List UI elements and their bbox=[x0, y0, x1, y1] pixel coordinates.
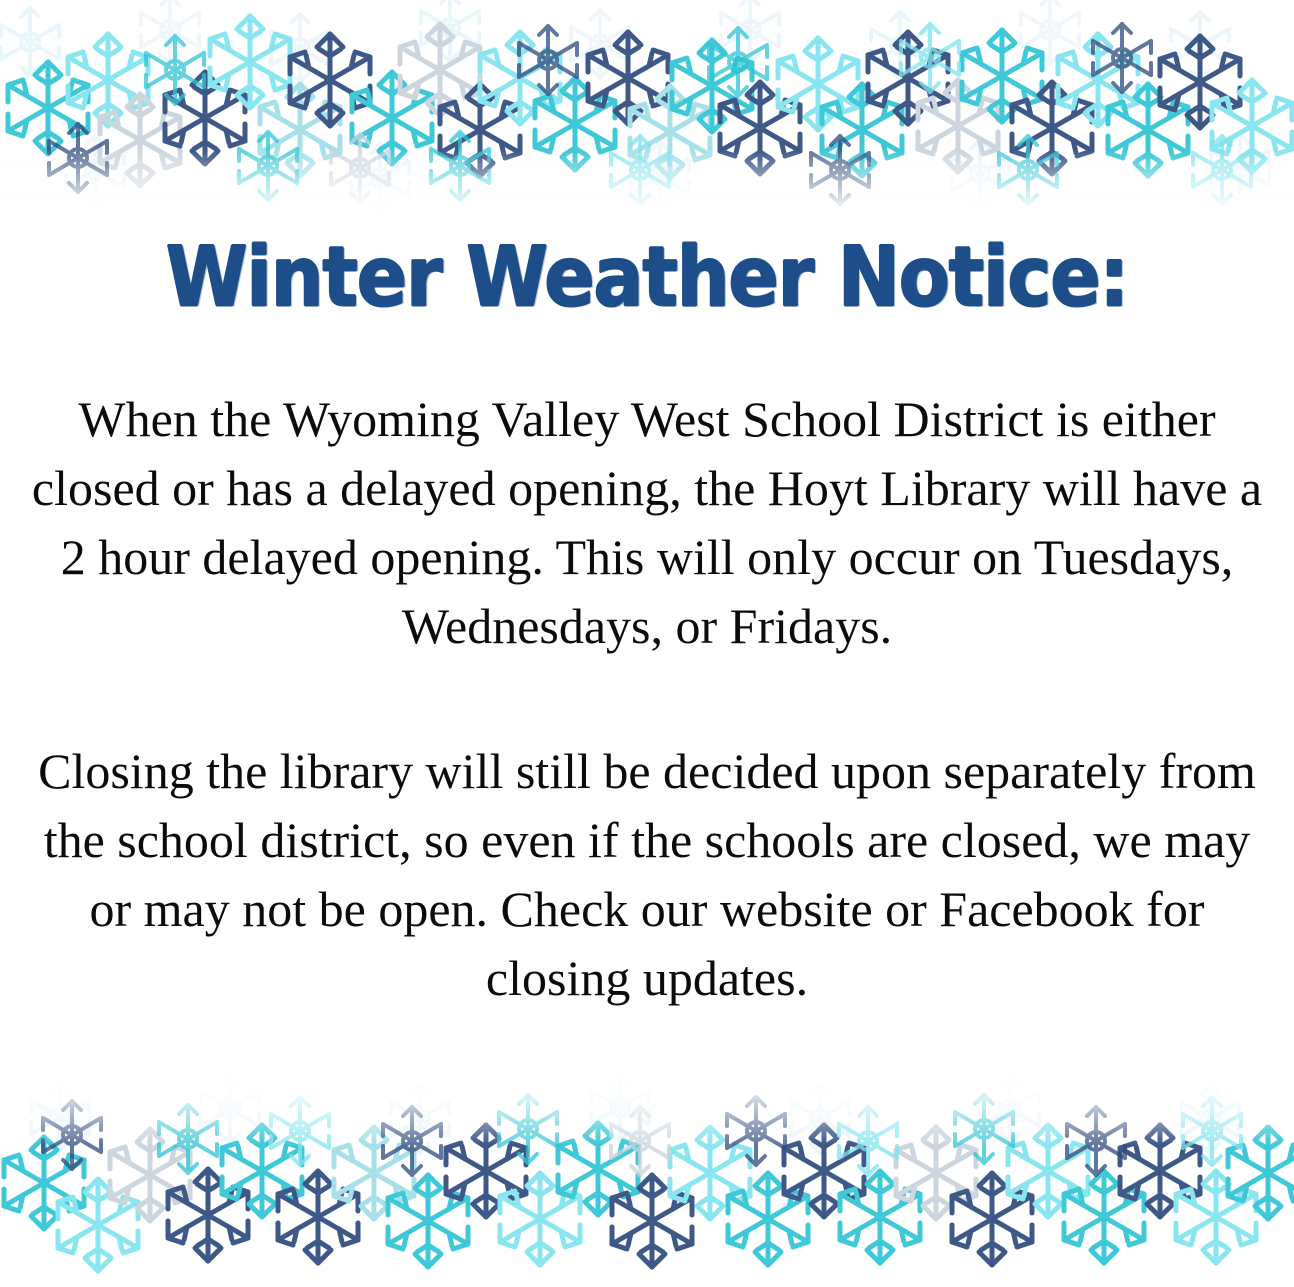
snowflake-border-top bbox=[0, 0, 1294, 228]
notice-paragraph-2: Closing the library will still be decided upon separately from the school district, so even if the schools are closed, we may or may not be open. Check our website or Facebook for closing updates. bbox=[38, 743, 1256, 1006]
snowflake-border-bottom bbox=[0, 1065, 1294, 1287]
page-title: Winter Weather Notice: bbox=[165, 229, 1129, 326]
notice-paragraph-1: When the Wyoming Valley West School District is either closed or has a delayed opening, the Hoyt Library will have a 2 hour delayed opening. This will only occur on Tuesdays, Wednesdays, or Fridays. bbox=[31, 391, 1263, 654]
page-title-container bbox=[0, 229, 1294, 326]
notice-body bbox=[18, 385, 1276, 1013]
